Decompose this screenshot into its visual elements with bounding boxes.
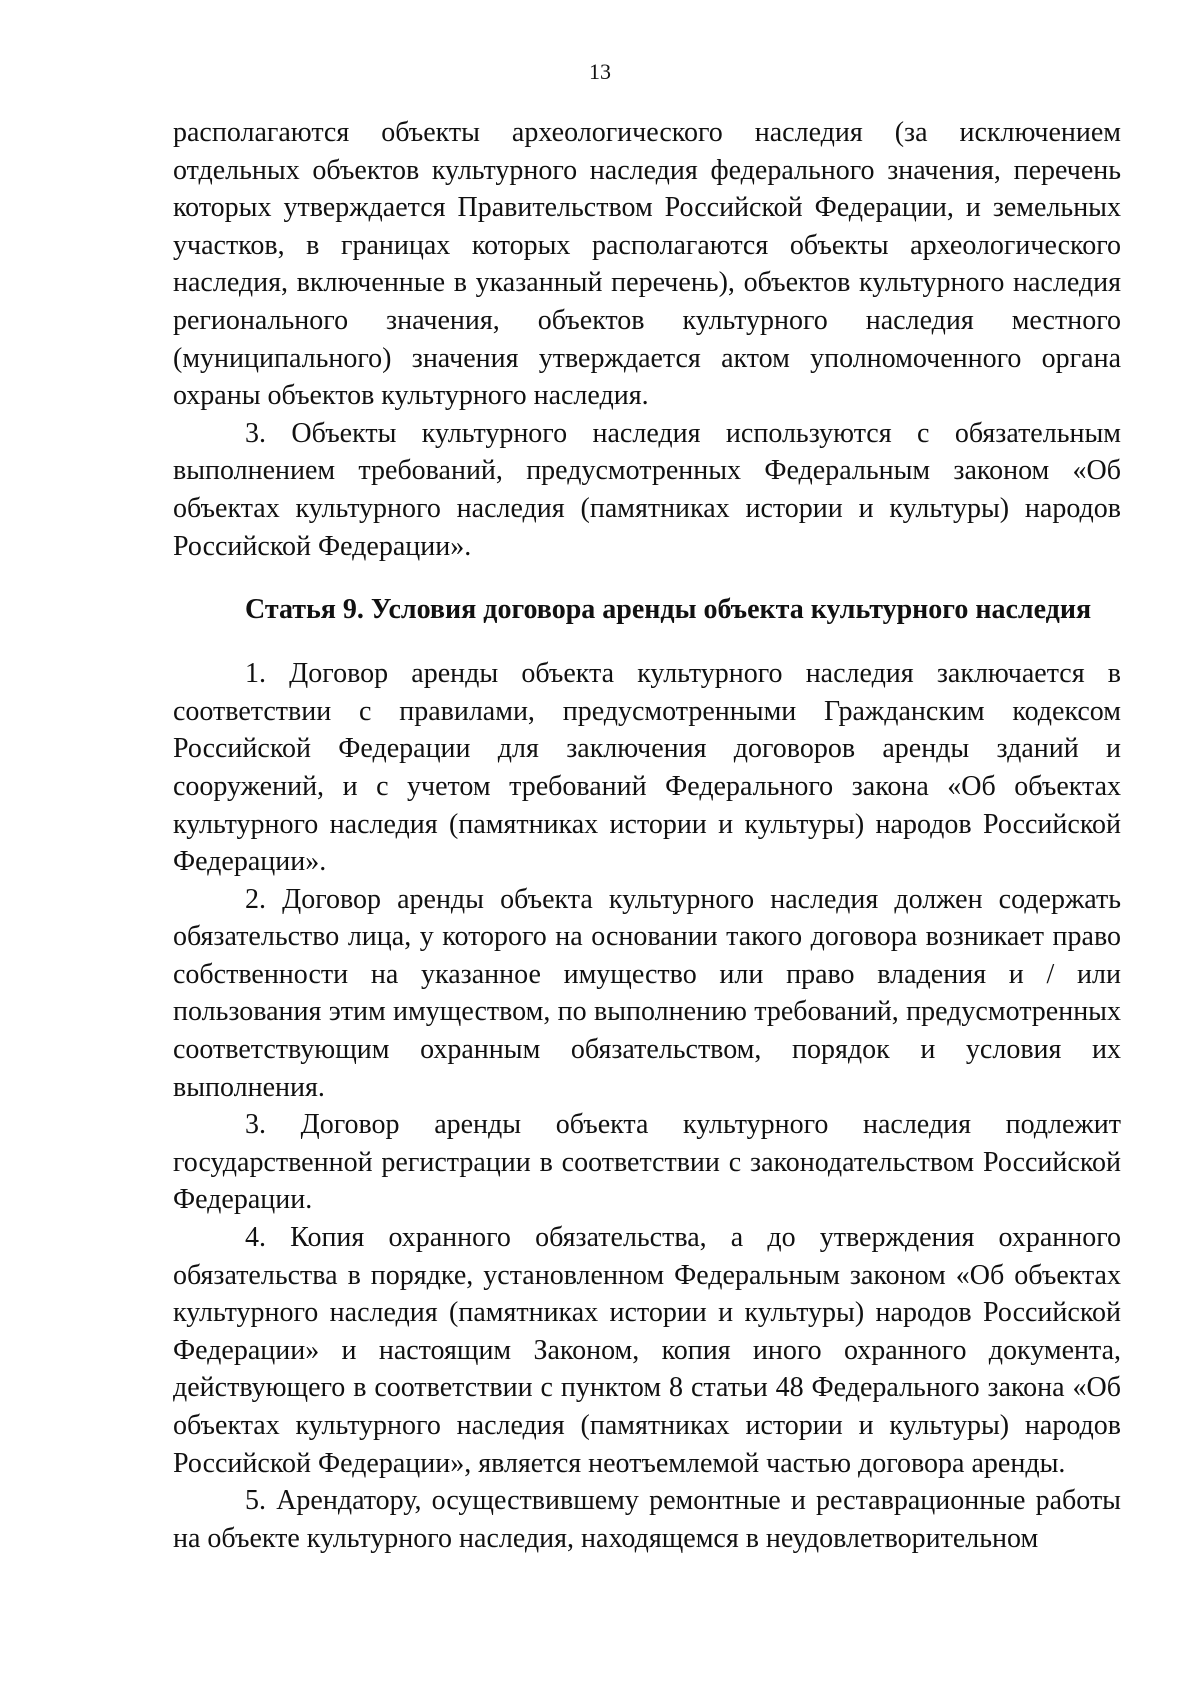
paragraph-item-3: 3. Договор аренды объекта культурного наследия подлежит государственной регистрации в соответствии с законодательством Российской Федерации. xyxy=(173,1109,1121,1216)
paragraph-item-5: 5. Арендатору, осуществившему ремонтные и реставрационные работы на объекте культурного наследия, находящемся в неудовлетворительном xyxy=(173,1485,1121,1554)
paragraph-item-4: 4. Копия охранного обязательства, а до утверждения охранного обязательства в порядке, установленном Федеральным законом «Об объектах культурного наследия (памятниках истории и культуры) народов Российской Федерации» и настоящим Законом, копия иного охранного документа, действующего в соответствии с пунктом 8 статьи 48 Федерального закона «Об объектах культурного наследия (памятниках истории и культуры) народов Российской Федерации», является неотъемлемой частью договора аренды. xyxy=(173,1222,1121,1479)
page-number: 13 xyxy=(589,59,611,84)
paragraph-continuation: располагаются объекты археологического наследия (за исключением отдельных объектов культурного наследия федерального значения, перечень которых утверждается Правительством Российской Федерации, и земельных участков, в границах которых располагаются объекты археологического наследия, включенные в указанный перечень), объектов культурного наследия регионального значения, объектов культурного наследия местного (муниципального) значения утверждается актом уполномоченного органа охраны объектов культурного наследия. xyxy=(173,117,1121,412)
paragraph-item-3: 3. Объекты культурного наследия используются с обязательным выполнением требований, предусмотренных Федеральным законом «Об объектах культурного наследия (памятниках истории и культуры) народов Российской Федерации». xyxy=(173,417,1121,562)
document-body xyxy=(173,114,1121,1557)
paragraph-item-1: 1. Договор аренды объекта культурного наследия заключается в соответствии с правилами, предусмотренными Гражданским кодексом Российской Федерации для заключения договоров аренды зданий и сооружений, и с учетом требований Федерального закона «Об объектах культурного наследия (памятниках истории и культуры) народов Российской Федерации». xyxy=(173,658,1121,878)
paragraph-item-2: 2. Договор аренды объекта культурного наследия должен содержать обязательство лица, у которого на основании такого договора возникает право собственности на указанное имущество или право владения и / или пользования этим имуществом, по выполнению требований, предусмотренных соответствующим охранным обязательством, порядок и условия их выполнения. xyxy=(173,883,1121,1103)
article-heading: Статья 9. Условия договора аренды объекта культурного наследия xyxy=(245,594,1092,626)
